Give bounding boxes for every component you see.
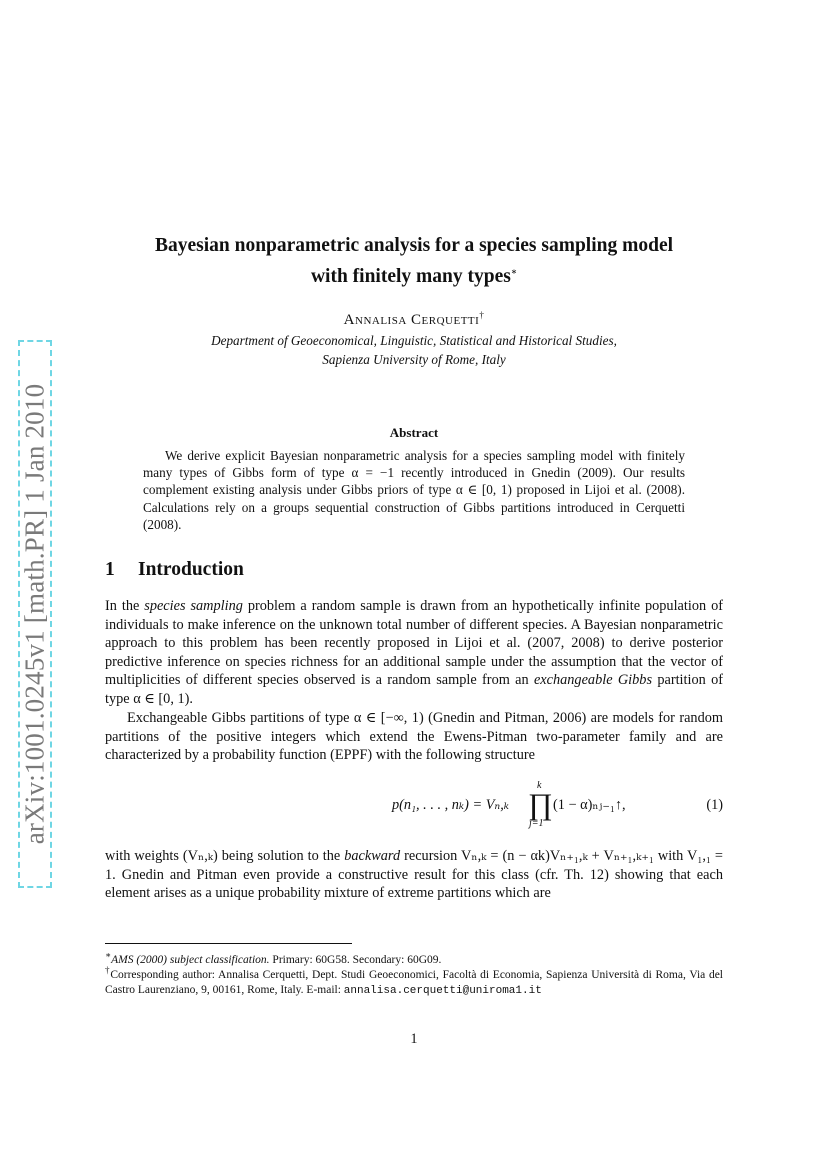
equation-number: (1) — [706, 797, 723, 813]
affiliation-line-2: Sapienza University of Rome, Italy — [322, 352, 506, 367]
author-email[interactable]: annalisa.cerquetti@uniroma1.it — [343, 985, 542, 998]
abstract-heading: Abstract — [389, 425, 439, 440]
emphasis-exchangeable-gibbs: exchangeable Gibbs — [533, 672, 653, 689]
arxiv-sidebar-stamp — [18, 340, 52, 888]
author-footnote-mark: † — [479, 310, 485, 320]
equation-rhs: (1 − α)ₙⱼ₋₁↑, — [553, 797, 626, 813]
intro-paragraph-3: with weights (Vₙ,ₖ) being solution to the backward recursion Vₙ,ₖ = (n − αk)Vₙ₊₁,ₖ + Vₙ₊₁,ₖ₊₁ with V₁,₁ = 1. Gnedin and Pitman even provide a constructive result for this class (cfr. Th. 12) showing that each element arises as a unique probability mixture of extreme partitions which are — [105, 848, 723, 902]
equation-lhs: p(n₁, . . . , nₖ) = Vₙ,ₖ — [392, 797, 510, 813]
intro-paragraph-2: Exchangeable Gibbs partitions of type α ∈ [−∞, 1) (Gnedin and Pitman, 2006) are models for random partitions of the positive integers which extend the Ewens-Pitman two-parameter family and are characterized by a probability function (EPPF) with the following structure — [105, 710, 723, 764]
affiliation-line-1: Department of Geoeconomical, Linguistic, Statistical and Historical Studies, — [211, 333, 617, 348]
paper-title-line-2: with finitely many types∗ — [310, 266, 518, 287]
page-number: 1 — [410, 1031, 418, 1047]
footnote-1: ∗AMS (2000) subject classification. Primary: 60G58. Secondary: 60G09. — [105, 950, 442, 966]
footnote-2: †Corresponding author: Annalisa Cerquetti, Dept. Studi Geoeconomici, Facoltà di Economia, Sapienza Università di Roma, Via del Castro Laurenziano, 9, 00161, Rome, Italy. E-mail: annalisa.cerquetti@uniroma1.it — [105, 965, 724, 998]
section-number: 1 — [105, 559, 115, 580]
section-heading — [105, 559, 244, 581]
emphasis-backward: backward — [344, 848, 401, 864]
arxiv-id: arXiv:1001.0245v1 [math.PR] 1 Jan 2010 — [19, 383, 50, 845]
emphasis-species-sampling: species sampling — [144, 598, 243, 614]
abstract-text: We derive explicit Bayesian nonparametric analysis for a species sampling model with finitely many types of Gibbs form of type α = −1 recently introduced in Gnedin (2009). Our results complement existing analysis under Gibbs priors of type α ∈ [0, 1) proposed in Lijoi et al. (2008). Calculations rely on a groups sequential construction of Gibbs partitions introduced in Cerquetti (2008). — [143, 448, 685, 532]
paper-title-line-1: Bayesian nonparametric analysis for a species sampling model — [154, 235, 674, 256]
equation-1 — [105, 780, 723, 834]
intro-paragraph-1: In the species sampling problem a random sample is drawn from an hypothetically infinite population of individuals to make inference on the unknown total number of different species. A Bayesian nonparametric approach to this problem has been recently proposed in Lijoi et al. (2007, 2008) to derive posterior predictive inference on species richness for an additional sample under the assumption that the vector of multiplicities of different species observed is a random sample from an exchangeable Gibbs partition of type α ∈ [0, 1). — [105, 598, 723, 707]
title-footnote-mark: ∗ — [510, 266, 518, 277]
product-lower-limit: j=1 — [529, 818, 544, 829]
author-name: Annalisa Cerquetti† — [343, 310, 485, 328]
section-title: Introduction — [138, 559, 244, 580]
footnote-rule — [105, 943, 352, 944]
product-upper-limit: k — [537, 780, 542, 791]
product-symbol: ∏ — [528, 788, 553, 821]
